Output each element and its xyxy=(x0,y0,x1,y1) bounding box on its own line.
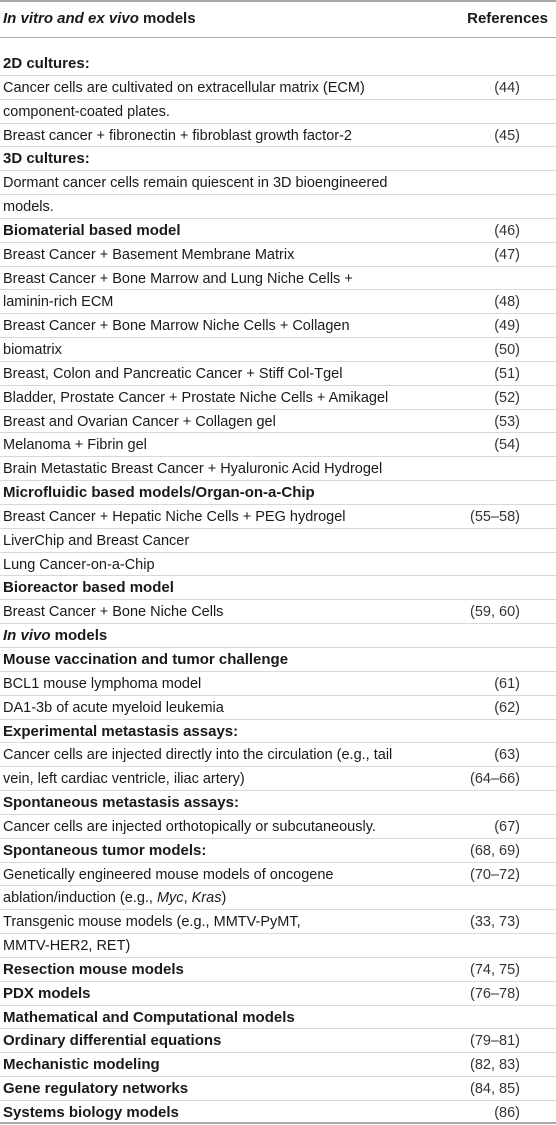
row-text-segment: ) xyxy=(221,890,227,907)
model-description: Breast Cancer + Basement Membrane Matrix xyxy=(3,246,295,263)
section-heading: Systems biology models xyxy=(3,1103,179,1121)
reference-cell: (51) xyxy=(494,365,520,382)
model-description: laminin-rich ECM xyxy=(3,294,114,311)
row-text-plain: models xyxy=(50,627,108,645)
section-heading: Ordinary differential equations xyxy=(3,1032,222,1050)
model-description: Bladder, Prostate Cancer + Prostate Niche Cells + Amikagel xyxy=(3,389,389,406)
table-row xyxy=(0,815,556,839)
table-row xyxy=(0,624,556,648)
section-heading: 3D cultures: xyxy=(3,150,90,168)
table-row xyxy=(0,886,556,910)
section-heading: Bioreactor based model xyxy=(3,579,174,597)
row-text-italic: In vivo xyxy=(3,627,51,645)
table-row xyxy=(0,314,556,338)
model-description: biomatrix xyxy=(3,342,62,359)
table-row xyxy=(0,958,556,982)
table-row xyxy=(0,767,556,791)
table-row xyxy=(0,1053,556,1077)
table-row xyxy=(0,791,556,815)
table-row xyxy=(0,76,556,100)
table-row xyxy=(0,696,556,720)
reference-cell: (74, 75) xyxy=(470,961,520,978)
table-row xyxy=(0,720,556,744)
gene-name: Kras xyxy=(191,890,222,907)
model-description: Lung Cancer-on-a-Chip xyxy=(3,556,155,573)
model-description: LiverChip and Breast Cancer xyxy=(3,532,190,549)
section-heading: Gene regulatory networks xyxy=(3,1080,189,1098)
section-heading: Mathematical and Computational models xyxy=(3,1008,295,1026)
model-description: Breast cancer + fibronectin + fibroblast growth factor-2 xyxy=(3,127,352,144)
model-description: Melanoma + Fibrin gel xyxy=(3,437,147,454)
model-description: Transgenic mouse models (e.g., MMTV-PyMT, xyxy=(3,914,301,931)
table-row xyxy=(0,1029,556,1053)
table-row xyxy=(0,648,556,672)
reference-cell: (70–72) xyxy=(470,866,520,883)
reference-cell: (48) xyxy=(494,294,520,311)
table-row xyxy=(0,219,556,243)
table-row xyxy=(0,410,556,434)
table-row xyxy=(0,243,556,267)
table-row xyxy=(0,1077,556,1101)
table-row xyxy=(0,386,556,410)
model-description: Breast Cancer + Bone Marrow and Lung Niche Cells + xyxy=(3,270,353,287)
model-description: Cancer cells are injected directly into the circulation (e.g., tail xyxy=(3,747,393,764)
table-row xyxy=(0,338,556,362)
model-description: Dormant cancer cells remain quiescent in 3D bioengineered xyxy=(3,175,388,192)
table-row xyxy=(0,52,556,76)
reference-cell: (62) xyxy=(494,699,520,716)
section-heading xyxy=(3,625,107,647)
model-description: Breast Cancer + Bone Niche Cells xyxy=(3,604,224,621)
reference-cell: (76–78) xyxy=(470,985,520,1002)
table-top-rule xyxy=(0,0,556,2)
reference-cell: (68, 69) xyxy=(470,842,520,859)
model-description: models. xyxy=(3,199,54,216)
table-row xyxy=(0,457,556,481)
model-description: MMTV-HER2, RET) xyxy=(3,938,131,955)
reference-cell: (84, 85) xyxy=(470,1081,520,1098)
reference-cell: (47) xyxy=(494,246,520,263)
reference-cell: (49) xyxy=(494,318,520,335)
table-row xyxy=(0,505,556,529)
column-header-models-plain: models xyxy=(138,10,196,27)
table-row xyxy=(0,576,556,600)
section-heading: Experimental metastasis assays: xyxy=(3,722,239,740)
reference-cell: (54) xyxy=(494,437,520,454)
column-header-models xyxy=(3,10,196,27)
table-row xyxy=(0,553,556,577)
table-row xyxy=(0,934,556,958)
table-bottom-rule xyxy=(0,1122,556,1124)
table-row xyxy=(0,171,556,195)
table-row xyxy=(0,290,556,314)
model-description: component-coated plates. xyxy=(3,103,170,120)
reference-cell: (44) xyxy=(494,79,520,96)
reference-cell: (52) xyxy=(494,389,520,406)
reference-cell: (45) xyxy=(494,127,520,144)
table-row xyxy=(0,1006,556,1030)
table-row xyxy=(0,267,556,291)
model-description: Breast Cancer + Hepatic Niche Cells + PEG hydrogel xyxy=(3,508,346,525)
model-description: Breast Cancer + Bone Marrow Niche Cells + Collagen xyxy=(3,318,350,335)
reference-cell: (53) xyxy=(494,413,520,430)
table-row xyxy=(0,910,556,934)
reference-cell: (55–58) xyxy=(470,508,520,525)
model-description: BCL1 mouse lymphoma model xyxy=(3,675,202,692)
table-row xyxy=(0,672,556,696)
table-row xyxy=(0,195,556,219)
model-description: Cancer cells are cultivated on extracellular matrix (ECM) xyxy=(3,79,365,96)
section-heading: Spontaneous metastasis assays: xyxy=(3,794,239,812)
header-rule xyxy=(0,37,556,38)
section-heading: Resection mouse models xyxy=(3,960,184,978)
section-heading: Mouse vaccination and tumor challenge xyxy=(3,651,289,668)
row-text-segment: ablation/induction (e.g., xyxy=(3,890,157,907)
table-row xyxy=(0,481,556,505)
gene-name: Myc xyxy=(156,890,184,907)
table-row xyxy=(0,433,556,457)
reference-cell: (50) xyxy=(494,342,520,359)
model-description: Breast, Colon and Pancreatic Cancer + Stiff Col-Tgel xyxy=(3,365,343,382)
model-description: vein, left cardiac ventricle, iliac artery) xyxy=(3,771,245,788)
section-heading: Mechanistic modeling xyxy=(3,1056,160,1074)
reference-cell: (61) xyxy=(494,675,520,692)
section-heading: Microfluidic based models/Organ-on-a-Chip xyxy=(3,484,315,502)
reference-cell: (79–81) xyxy=(470,1033,520,1050)
row-text-segment: , xyxy=(183,890,192,907)
reference-cell: (67) xyxy=(494,818,520,835)
table-row xyxy=(0,863,556,887)
section-heading: PDX models xyxy=(3,984,91,1002)
model-description: DA1-3b of acute myeloid leukemia xyxy=(3,699,224,716)
column-header-models-italic: In vitro and ex vivo xyxy=(3,10,139,27)
column-header-references: References xyxy=(467,10,548,27)
reference-cell: (64–66) xyxy=(470,771,520,788)
model-description: Brain Metastatic Breast Cancer + Hyaluronic Acid Hydrogel xyxy=(3,461,383,478)
reference-cell: (59, 60) xyxy=(470,604,520,621)
table-row xyxy=(0,839,556,863)
table-row xyxy=(0,100,556,124)
table-row xyxy=(0,362,556,386)
table-row xyxy=(0,529,556,553)
reference-cell: (33, 73) xyxy=(470,914,520,931)
table-row xyxy=(0,124,556,148)
reference-cell: (46) xyxy=(494,222,520,239)
model-description: Cancer cells are injected orthotopically or subcutaneously. xyxy=(3,818,376,835)
reference-cell: (86) xyxy=(494,1104,520,1121)
reference-cell: (82, 83) xyxy=(470,1057,520,1074)
section-heading: 2D cultures: xyxy=(3,55,90,72)
model-description: Genetically engineered mouse models of oncogene xyxy=(3,866,334,883)
section-heading: Biomaterial based model xyxy=(3,221,181,239)
table-row xyxy=(0,982,556,1006)
table-row xyxy=(0,600,556,624)
reference-cell: (63) xyxy=(494,747,520,764)
model-description xyxy=(3,887,226,909)
section-heading: Spontaneous tumor models: xyxy=(3,841,207,859)
table-row xyxy=(0,147,556,171)
table-row xyxy=(0,743,556,767)
model-description: Breast and Ovarian Cancer + Collagen gel xyxy=(3,413,276,430)
